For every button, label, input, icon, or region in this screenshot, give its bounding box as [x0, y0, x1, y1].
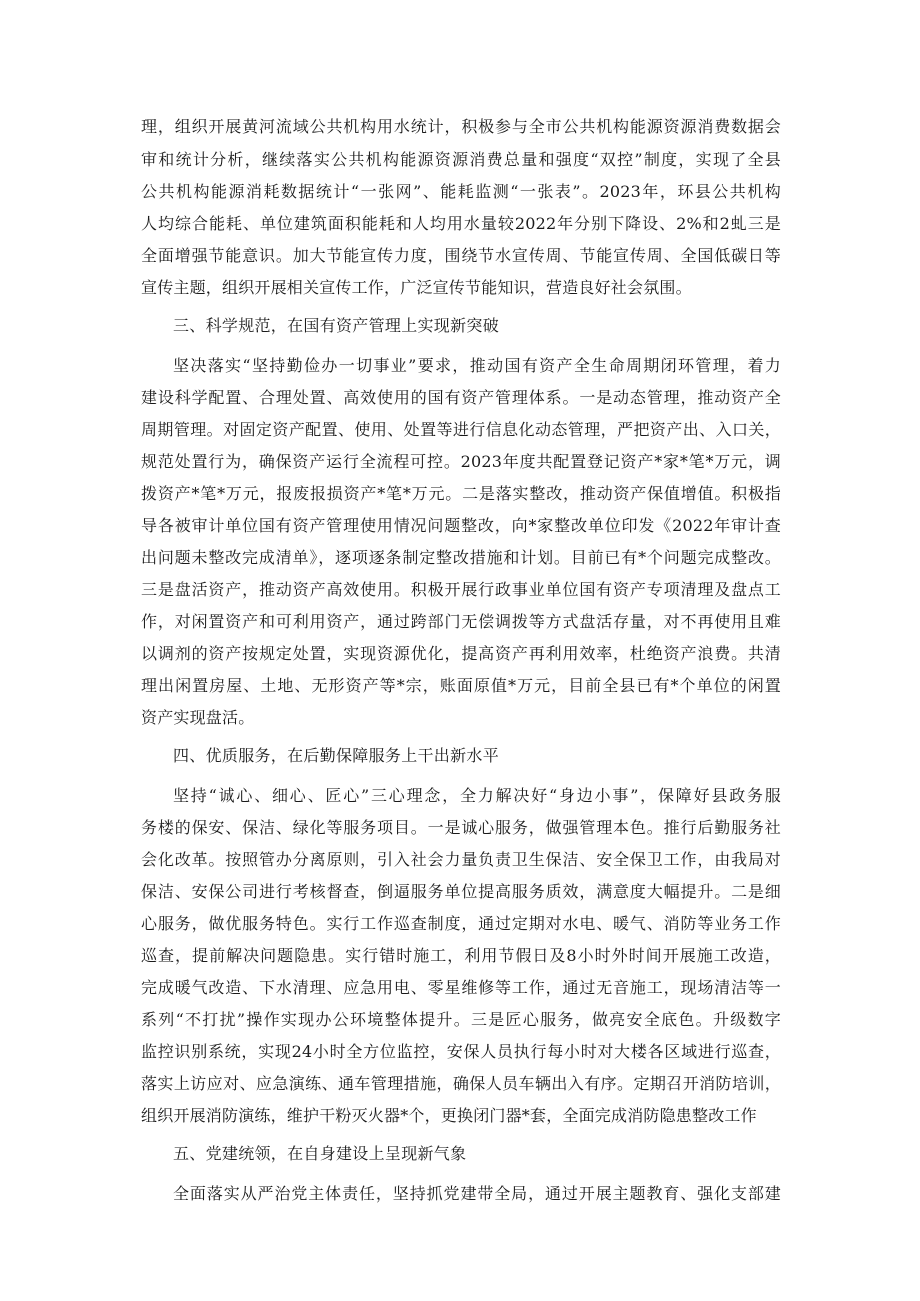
- paragraph-line: 巡查，提前解决问题隐患。实行错时施工，利用节假日及8小时外时间开展施工改造，: [141, 946, 781, 965]
- paragraph-line: 拨资产*笔*万元，报废报损资产*笔*万元。二是落实整改，推动资产保值增值。积极指: [141, 484, 781, 503]
- paragraph-line: 公共机构能源消耗数据统计“一张网”、能耗监测“一张表”。2023年，环县公共机构: [141, 182, 781, 201]
- paragraph-line: 作，对闲置资产和可利用资产，通过跨部门无偿调拨等方式盘活存量，对不再使用且难: [141, 612, 781, 631]
- paragraph-line: 以调剂的资产按规定处置，实现资源优化，提高资产再利用效率，杜绝资产浪费。共清: [141, 644, 781, 663]
- paragraph-line: 宣传主题，组织开展相关宣传工作，广泛宣传节能知识，营造良好社会氛围。: [141, 278, 692, 297]
- paragraph-line: 完成暖气改造、下水清理、应急用电、零星维修等工作，通过无音施工，现场清洁等一: [141, 978, 781, 997]
- paragraph-line: 坚决落实“坚持勤俭办一切事业”要求，推动国有资产全生命周期闭环管理，着力: [173, 356, 781, 375]
- paragraph-line: 务楼的保安、保洁、绿化等服务项目。一是诚心服务，做强管理本色。推行后勤服务社: [141, 818, 781, 837]
- paragraph-line: 全面增强节能意识。加大节能宣传力度，围绕节水宣传周、节能宣传周、全国低碳日等: [141, 246, 781, 265]
- section-heading-5: 五、党建统领，在自身建设上呈现新气象: [173, 1144, 467, 1163]
- paragraph-line: 全面落实从严治党主体责任，坚持抓党建带全局，通过开展主题教育、强化支部建: [173, 1184, 781, 1203]
- paragraph-line: 保洁、安保公司进行考核督查，倒逼服务单位提高服务质效，满意度大幅提升。二是细: [141, 882, 781, 901]
- paragraph-line: 资产实现盘活。: [141, 708, 255, 727]
- paragraph-line: 坚持“诚心、细心、匠心”三心理念，全力解决好“身边小事”，保障好县政务服: [173, 786, 781, 805]
- paragraph-line: 导各被审计单位国有资产管理使用情况问题整改，向*家整改单位印发《2022年审计查: [141, 516, 781, 535]
- paragraph-line: 系列“不打扰”操作实现办公环境整体提升。三是匠心服务，做亮安全底色。升级数字: [141, 1010, 781, 1029]
- paragraph-line: 会化改革。按照管办分离原则，引入社会力量负责卫生保洁、安全保卫工作，由我局对: [141, 850, 781, 869]
- paragraph-line: 审和统计分析，继续落实公共机构能源资源消费总量和强度“双控”制度，实现了全县: [141, 150, 781, 169]
- paragraph-line: 人均综合能耗、单位建筑面积能耗和人均用水量较2022年分别下降设、2%和2虬三是: [141, 214, 781, 233]
- section-heading-3: 三、科学规范，在国有资产管理上实现新突破: [173, 316, 500, 335]
- paragraph-line: 周期管理。对固定资产配置、使用、处置等进行信息化动态管理，严把资产出、入口关，: [141, 420, 781, 439]
- paragraph-line: 规范处置行为，确保资产运行全流程可控。2023年度共配置登记资产*家*笔*万元，调: [141, 452, 781, 471]
- paragraph-line: 出问题未整改完成清单》，逐项逐条制定整改措施和计划。目前已有*个问题完成整改。: [141, 548, 781, 567]
- paragraph-line: 落实上访应对、应急演练、通车管理措施，确保人员车辆出入有序。定期召开消防培训，: [141, 1074, 781, 1093]
- paragraph-line: 组织开展消防演练，维护干粉灭火器*个，更换闭门器*套，全面完成消防隐患整改工作: [141, 1106, 757, 1125]
- paragraph-line: 监控识别系统，实现24小时全方位监控，安保人员执行每小时对大楼各区域进行巡查，: [141, 1042, 781, 1061]
- paragraph-line: 心服务，做优服务特色。实行工作巡查制度，通过定期对水电、暖气、消防等业务工作: [141, 914, 781, 933]
- paragraph-line: 理出闲置房屋、土地、无形资产等*宗，账面原值*万元，目前全县已有*个单位的闲置: [141, 676, 781, 695]
- paragraph-line: 三是盘活资产，推动资产高效使用。积极开展行政事业单位国有资产专项清理及盘点工: [141, 580, 781, 599]
- paragraph-line: 理，组织开展黄河流域公共机构用水统计，积极参与全市公共机构能源资源消费数据会: [141, 117, 781, 136]
- paragraph-line: 建设科学配置、合理处置、高效使用的国有资产管理体系。一是动态管理，推动资产全: [141, 388, 781, 407]
- section-heading-4: 四、优质服务，在后勤保障服务上干出新水平: [173, 746, 500, 765]
